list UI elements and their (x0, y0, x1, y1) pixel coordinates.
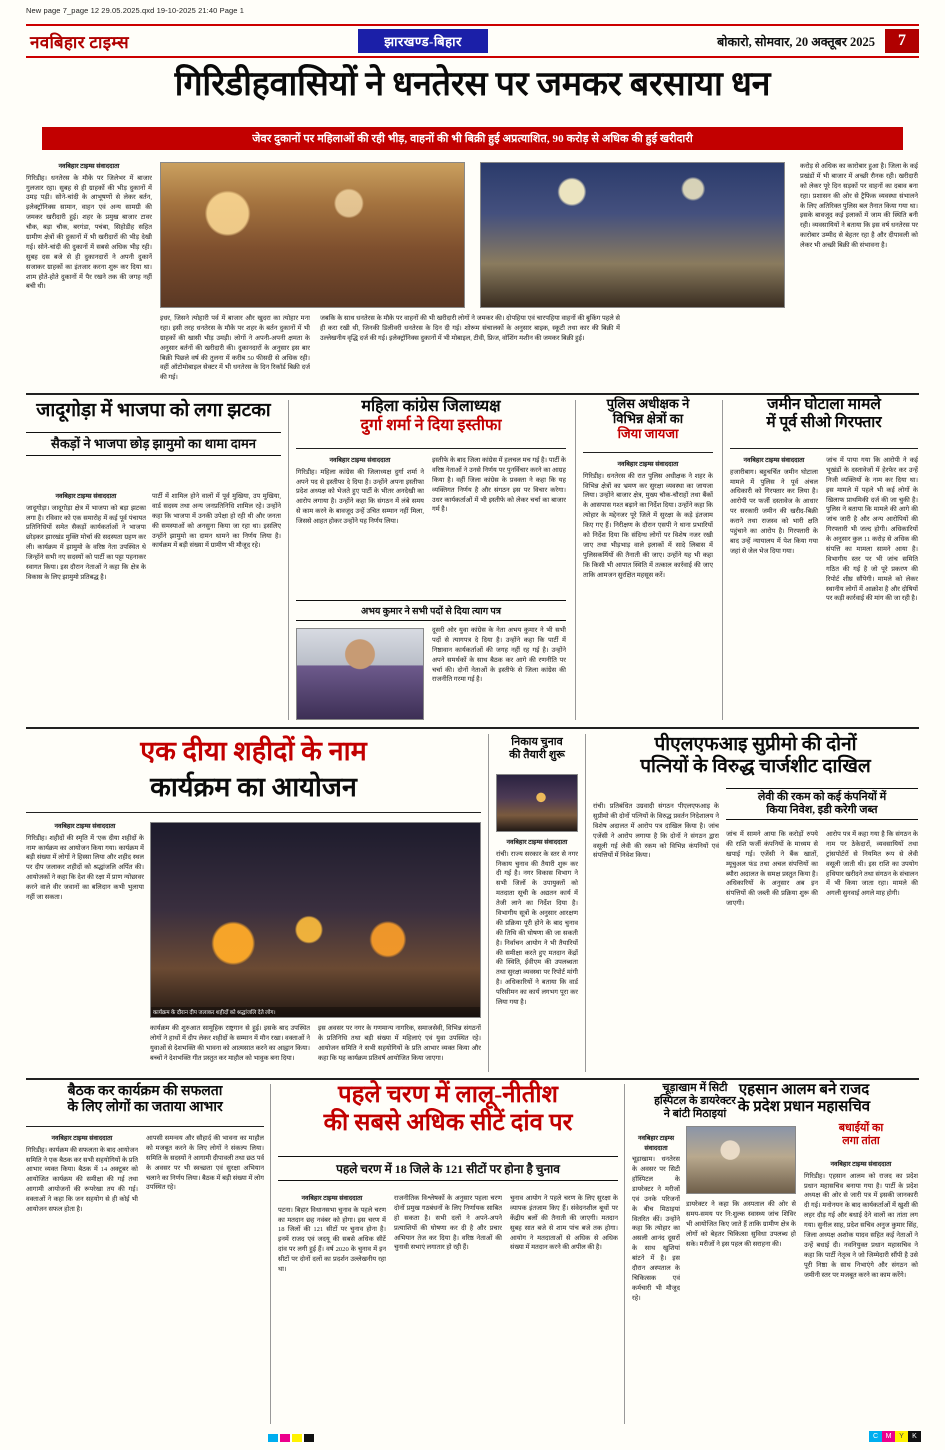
lalu-col-2-text: राजनीतिक विश्लेषकों के अनुसार पहला चरण दोनों प्रमुख गठबंधनों के लिए निर्णायक साबित हो सकता है। सभी दलों ने अपने-अपने प्रत्याशियों की घोषणा कर दी है और प्रचार अभियान तेज कर दिया है। वरिष्ठ नेताओं की चुनावी सभाएं लगातार हो रही हैं। (394, 1195, 502, 1252)
ceo-headline-line2: में पूर्व सीओ गिरफ्तार (766, 413, 882, 431)
divider-row2-bottom (26, 727, 919, 729)
plfi-subheadline (726, 788, 918, 820)
lead-col-4-text: करोड़ से अधिक का कारोबार हुआ है। जिला के कई प्रखंडों में भी बाजार में अच्छी रौनक रही। खरीदारी को लेकर पूरे दिन सड़कों पर वाहनों का दबाव बना रहा। प्रशासन की ओर से ट्रैफिक व्यवस्था संभालने के लिए अतिरिक्त पुलिस बल तैनात किया गया था। इसके बावजूद कई इलाकों में जाम की स्थिति बनी रही। व्यवसायियों ने बताया कि इस वर्ष धनतेरस पर कारोबार उम्मीद से बेहतर रहा है और दीपावली को लेकर भी अच्छी बिक्री की संभावना है। (800, 163, 918, 250)
lead-col-1-text: गिरिडीह। धनतेरस के मौके पर जिलेभर में बाजार गुलजार रहा। सुबह से ही ग्राहकों की भीड़ दुकानों में उमड़ पड़ी। सोने-चांदी के आभूषणों से लेकर बर्तन, इलेक्ट्रॉनिक्स सामान, वाहन एवं अन्य सामग्री की जमकर खरीदारी हुई। शहर के प्रमुख बाजार टावर चौक, बड़ा चौक, बरगंडा, पचंबा, सिहोडीह सहित ग्रामीण क्षेत्रों की दुकानों में भी खरीदारों की भीड़ देखी गई। सोने-चांदी की दुकानों में सबसे अधिक भीड़ रही। सुबह दस बजे से ही दुकानदारों ने अपनी दुकानें सजाकर ग्राहकों का इंतजार करना शुरू कर दिया था। शाम होते-होते दुकानों में पैर रखने तक की जगह नहीं बची थी। (26, 174, 152, 291)
lead-photo-jewellery-shop (160, 162, 465, 308)
hospital-headline-line1: चूड़ाखाम में सिटी (662, 1082, 728, 1094)
plfi-col-1 (593, 800, 719, 1072)
jadugoda-subheadline: सैकड़ों ने भाजपा छोड़ झामुमो का थामा दामन (26, 432, 281, 456)
lalu-col-1-text: पटना। बिहार विधानसभा चुनाव के पहले चरण का मतदान छह नवंबर को होगा। इस चरण में 18 जिलों की 121 सीटों पर चुनाव होना है। इनमें राजद एवं जदयू की सबसे अधिक सीटें दांव पर लगी हुई हैं। वर्ष 2020 के चुनाव में इन सीटों पर दोनों दलों का प्रदर्शन उल्लेखनीय रहा था। (278, 1206, 386, 1273)
plfi-col-2-text: जांच में सामने आया कि करोड़ों रुपये की राशि फर्जी कंपनियों के माध्यम से खपाई गई। एजेंसी ने बैंक खातों, म्यूचुअल फंड तथा अचल संपत्तियों का ब्यौरा अदालत के समक्ष प्रस्तुत किया है। अधिकारियों के अनुसार अब इन संपत्तियों की जब्ती की प्रक्रिया शुरू की जाएगी। (726, 831, 818, 908)
divider-vertical-2 (575, 400, 576, 720)
congress-sub-byline: अभय कुमार ने सभी पदों से दिया त्याग पत्र (296, 600, 566, 621)
baithak-col-2 (146, 1134, 264, 1424)
lalu-col-3-text: चुनाव आयोग ने पहले चरण के लिए सुरक्षा के व्यापक इंतजाम किए हैं। संवेदनशील बूथों पर केंद्रीय बलों की तैनाती की जाएगी। मतदान सुबह सात बजे से शाम पांच बजे तक होगा। आयोग ने मतदाताओं से अधिक से अधिक संख्या में मतदान करने की अपील की है। (510, 1195, 618, 1252)
ehsan-headline (690, 1082, 918, 1117)
lead-headline: गिरिडीहवासियों ने धनतेरस पर जमकर बरसाया धन (174, 66, 771, 103)
congress-col-2 (432, 456, 566, 596)
ehsan-byline: नवबिहार टाइम्स संवाददाता (830, 1161, 892, 1168)
hospital-photo (686, 1126, 796, 1194)
hospital-col-2-text: डायरेक्टर ने कहा कि अस्पताल की ओर से समय-समय पर नि:शुल्क स्वास्थ्य जांच शिविर भी आयोजित किए जाते हैं ताकि ग्रामीण क्षेत्र के लोगों को बेहतर चिकित्सा सुविधा उपलब्ध हो सके। मरीजों ने इस पहल की सराहना की। (686, 1201, 796, 1248)
registration-marks (268, 1434, 314, 1442)
page-number-badge: 7 (885, 29, 919, 53)
sp-byline: नवबिहार टाइम्स संवाददाता (617, 461, 679, 468)
baithak-col-2-text: आपसी समन्वय और सौहार्द की भावना का माहौल को मजबूत करने के लिए लोगों ने संकल्प लिया। समिति के सदस्यों ने आगामी दीपावली तथा छठ पर्व के अवसर पर भी स्वच्छता एवं सुरक्षा अभियान चलाने का निर्णय लिया। बैठक में बड़ी संख्या में लोग उपस्थित रहे। (146, 1135, 264, 1192)
sp-headline-line3: जिया जायजा (617, 426, 679, 442)
ceo-col-2 (826, 456, 918, 720)
hospital-byline: नवबिहार टाइम्स संवाददाता (637, 1135, 675, 1152)
diya-col-2 (150, 1024, 310, 1072)
lalu-byline: नवबिहार टाइम्स संवाददाता (301, 1195, 363, 1202)
sp-headline-line2: विभिन्न क्षेत्रों का (612, 411, 684, 427)
lead-subheadline: जेवर दुकानों पर महिलाओं की रही भीड़, वाहनों की भी बिक्री हुई अप्रत्याशित, 90 करोड़ से अधिक की हुई खरीदारी (42, 127, 903, 150)
divider-sp (583, 452, 713, 453)
diya-col-1 (26, 822, 144, 1072)
congress-col-2-text: इस्तीफे के बाद जिला कांग्रेस में हलचल मच गई है। पार्टी के वरिष्ठ नेताओं ने उनसे निर्णय पर पुनर्विचार करने का आग्रह किया है। वहीं जिला कांग्रेस के प्रवक्ता ने कहा कि यह व्यक्तिगत निर्णय है और संगठन इस पर विचार करेगा। उधर कार्यकर्ताओं में भी इस्तीफे को लेकर चर्चा का बाजार गर्म है। (432, 457, 566, 514)
diya-col-3 (318, 1024, 481, 1072)
diya-photo-caption: कार्यक्रम के दौरान दीप जलाकर शहीदों को श्रद्धांजलि देते लोग। (151, 1007, 480, 1017)
ceo-byline: नवबिहार टाइम्स संवाददाता (743, 457, 805, 464)
masthead (26, 24, 919, 58)
diya-col-2-text: कार्यक्रम की शुरुआत सामूहिक राष्ट्रगान से हुई। इसके बाद उपस्थित लोगों ने हाथों में दीप लेकर शहीदों के सम्मान में मौन रखा। वक्ताओं ने युवाओं से देशभक्ति की भावना को आत्मसात करने का आह्वान किया। बच्चों ने देशभक्ति गीत प्रस्तुत कर माहौल को भावुक बना दिया। (150, 1025, 310, 1062)
lead-photo-electronics-shop (480, 162, 785, 308)
nikay-photo (496, 774, 578, 832)
ehsan-subheadline-line1: बधाईयों का (838, 1122, 884, 1134)
diya-col-3-text: इस अवसर पर नगर के गणमान्य नागरिक, समाजसेवी, विभिन्न संगठनों के प्रतिनिधि तथा बड़ी संख्या में महिलाएं एवं युवा उपस्थित रहे। आयोजन समिति ने सभी सहयोगियों के प्रति आभार व्यक्त किया और कहा कि यह कार्यक्रम प्रतिवर्ष आयोजित किया जाएगा। (318, 1025, 481, 1062)
hospital-col-2 (686, 1200, 796, 1424)
divider-vertical-7 (624, 1084, 625, 1424)
ehsan-col-1-text: गिरिडीह। एहसान आलम को राजद का प्रदेश प्रधान महासचिव बनाया गया है। पार्टी के प्रदेश अध्यक्ष की ओर से जारी पत्र में इसकी जानकारी दी गई। मनोनयन के बाद कार्यकर्ताओं में खुशी की लहर दौड़ गई और बधाई देने वालों का तांता लग गया। (804, 1172, 918, 1230)
jadugoda-col-2 (152, 492, 281, 720)
nikay-col-1 (496, 838, 578, 1072)
jadugoda-col-1-text: जादूगोड़ा। जादूगोड़ा क्षेत्र में भाजपा को बड़ा झटका लगा है। रविवार को एक समारोह में कई पूर्व पंचायत प्रतिनिधियों समेत सैकड़ों कार्यकर्ताओं ने भाजपा छोड़कर झारखंड मुक्ति मोर्चा की सदस्यता ग्रहण कर ली। कार्यक्रम में झामुमो के वरिष्ठ नेता उपस्थित थे जिन्होंने सभी नए सदस्यों को पार्टी का पट्टा पहनाकर स्वागत किया। इस दौरान नेताओं ने कहा कि क्षेत्र के विकास के लिए झामुमो प्रतिबद्ध है। (26, 504, 146, 581)
diya-photo-candle-march (150, 822, 481, 1018)
nikay-byline: नवबिहार टाइम्स संवाददाता (506, 839, 568, 846)
plfi-col-1-text: रांची। प्रतिबंधित उग्रवादी संगठन पीएलएफआइ के सुप्रीमो की दोनों पत्नियों के विरुद्ध प्रवर्तन निदेशालय ने विशेष अदालत में आरोप पत्र दाखिल किया है। जांच एजेंसी ने आरोप लगाया है कि दोनों ने संगठन द्वारा वसूली गई लेवी की रकम को विभिन्न कंपनियों एवं संपत्तियों में निवेश किया। (593, 803, 719, 860)
ehsan-col-2-text: सुनील साह, प्रदेश सचिव अनुज कुमार सिंह, जिला अध्यक्ष अशोक यादव सहित कई नेताओं ने उन्हें बधाई दी। नवनियुक्त प्रधान महासचिव ने कहा कि पार्टी नेतृत्व ने जो जिम्मेदारी सौंपी है उसे पूरी निष्ठा के साथ निभाएंगे और संगठन को जमीनी स्तर पर मजबूत करने का काम करेंगे। (804, 1222, 918, 1279)
sp-headline-line1: पुलिस अधीक्षक ने (606, 396, 690, 411)
masthead-dateline: बोकारो, सोमवार, 20 अक्तूबर 2025 (717, 34, 875, 49)
ceo-col-2-text: जांच में पाया गया कि आरोपी ने कई भूखंडों के दस्तावेजों में हेरफेर कर उन्हें निजी व्यक्तियों के नाम कर दिया था। इस मामले में पहले भी कई लोगों के खिलाफ प्राथमिकी दर्ज की जा चुकी है। पुलिस ने बताया कि मामले की आगे की जांच जारी है और अन्य आरोपियों की गिरफ्तारी भी जल्द होगी। (826, 457, 918, 534)
baithak-col-1 (26, 1134, 138, 1424)
diya-col-1-text: गिरिडीह। शहीदों की स्मृति में 'एक दीया शहीदों के नाम' कार्यक्रम का आयोजन किया गया। कार्यक्रम में बड़ी संख्या में लोगों ने हिस्सा लिया और शहीद स्थल पर दीप जलाकर शहीदों को श्रद्धांजलि अर्पित की। आयोजकों ने कहा कि देश की रक्षा में प्राण न्योछावर करने वाले वीर जवानों का बलिदान कभी भुलाया नहीं जा सकता। (26, 834, 144, 901)
congress-col-1-text: गिरिडीह। महिला कांग्रेस की जिलाध्यक्ष दुर्गा शर्मा ने अपने पद से इस्तीफा दे दिया है। उन्होंने अपना इस्तीफा प्रदेश अध्यक्ष को भेजते हुए पार्टी के भीतर अनदेखी का आरोप लगाया है। उन्होंने कहा कि संगठन में लंबे समय से काम करने के बावजूद उन्हें उचित सम्मान नहीं मिला, जिससे आहत होकर उन्होंने यह निर्णय लिया। (296, 468, 424, 526)
hospital-headline-line3: ने बांटी मिठाइयां (663, 1107, 727, 1120)
baithak-byline: नवबिहार टाइम्स संवाददाता (51, 1135, 113, 1142)
congress-col-1 (296, 456, 424, 596)
divider-diya (26, 812, 481, 813)
congress-col-3-text: दूसरी ओर युवा कांग्रेस के नेता अभय कुमार ने भी सभी पदों से त्यागपत्र दे दिया है। उन्होंने कहा कि पार्टी में निष्ठावान कार्यकर्ताओं की जगह नहीं रह गई है। उन्होंने अपने समर्थकों के साथ बैठक कर आगे की रणनीति पर चर्चा की। दोनों नेताओं के इस्तीफे से जिला कांग्रेस की राजनीति गरमा गई है। (432, 627, 566, 684)
baithak-headline-line1: बैठक कर कार्यक्रम की सफलता (67, 1084, 223, 1099)
hospital-col-1-text: चूड़ाखाम। धनतेरस के अवसर पर सिटी हॉस्पिटल के डायरेक्टर ने मरीजों एवं उनके परिजनों के बीच मिठाइयां वितरित कीं। उन्होंने कहा कि त्योहार का असली आनंद दूसरों के साथ खुशियां बांटने में है। इस दौरान अस्पताल के चिकित्सक एवं कर्मचारी भी मौजूद रहे। (632, 1156, 680, 1302)
plfi-subheadline-line2: किया निवेश, इडी करेगी जब्त (766, 803, 878, 816)
diya-headline-line2: कार्यक्रम का आयोजन (150, 772, 357, 802)
divider-vertical-4 (488, 734, 489, 1072)
lead-col-3-text: जबकि के साथ धनतेरस के मौके पर वाहनों की भी खरीदारी लोगों ने जमकर की। दोपहिया एवं चारपहिया वाहनों की बुकिंग पहले से ही करा रखी थी, जिनकी डिलीवरी धनतेरस के दिन दी गई। शोरूम संचालकों के अनुसार बाइक, स्कूटी तथा कार की बिक्री में उल्लेखनीय वृद्धि दर्ज की गई। इलेक्ट्रॉनिक्स दुकानों में भी मोबाइल, टीवी, फ्रिज, वॉशिंग मशीन की जमकर बिक्री हुई। (320, 315, 620, 342)
jadugoda-col-1 (26, 492, 146, 720)
sp-col-1-text: गिरिडीह। धनतेरस की रात पुलिस अधीक्षक ने शहर के विभिन्न क्षेत्रों का भ्रमण कर सुरक्षा व्यवस्था का जायजा लिया। उन्होंने बाजार क्षेत्र, मुख्य चौक-चौराहों तथा बैंकों के आसपास गश्त बढ़ाने का निर्देश दिया। उन्होंने कहा कि त्योहार के मद्देनजर पूरे जिले में सुरक्षा के कड़े इंतजाम किए गए हैं। (583, 472, 713, 530)
lalu-headline-line2: की सबसे अधिक सीटें दांव पर (323, 1109, 573, 1136)
ceo-headline-line1: जमीन घोटाला मामले (767, 396, 881, 413)
file-slug: New page 7_page 12 29.05.2025.qxd 19-10-2025 21:40 Page 1 (26, 6, 244, 15)
sp-col-1 (583, 460, 713, 720)
lalu-col-3 (510, 1194, 618, 1424)
nikay-col-2-text: निर्वाचन आयोग ने भी तैयारियों की समीक्षा करते हुए मतदान केंद्रों की स्थिति, ईवीएम की उपलब्धता तथा सुरक्षा व्यवस्था पर रिपोर्ट मांगी है। अधिकारियों ने बताया कि वार्ड परिसीमन का कार्य लगभग पूरा कर लिया गया है। (496, 939, 578, 1006)
ehsan-subheadline-line2: लगा तांता (842, 1134, 880, 1147)
congress-byline: नवबिहार टाइम्स संवाददाता (329, 457, 391, 464)
plfi-col-2 (726, 830, 818, 1072)
lalu-col-2 (394, 1194, 502, 1424)
congress-headline-line1: महिला कांग्रेस जिलाध्यक्ष (361, 398, 501, 415)
masthead-title: नवबिहार टाइम्स (30, 32, 129, 52)
divider-vertical-3 (722, 400, 723, 720)
divider-vertical-1 (288, 400, 289, 720)
ehsan-col-1 (804, 1160, 918, 1424)
masthead-edition-tab: झारखण्ड-बिहार (358, 29, 487, 53)
divider-congress (296, 448, 566, 449)
lalu-headline (278, 1082, 618, 1138)
lead-col-2 (160, 314, 310, 388)
ceo-headline (730, 396, 918, 432)
congress-col-3 (432, 626, 566, 720)
nikay-headline-line1: निकाय चुनाव (511, 736, 563, 748)
hospital-headline-line2: हस्पिटल के डायरेक्टर (654, 1094, 736, 1107)
congress-photo-abhay-kumar (296, 628, 424, 720)
ceo-col-1-text: हजारीबाग। बहुचर्चित जमीन घोटाला मामले में पुलिस ने पूर्व अंचल अधिकारी को गिरफ्तार कर लिया है। आरोपी पर फर्जी दस्तावेज के आधार पर सरकारी जमीन की खरीद-बिक्री कराने तथा राजस्व को भारी क्षति पहुंचाने का आरोप है। गिरफ्तारी के बाद उन्हें न्यायालय में पेश किया गया जहां से जेल भेज दिया गया। (730, 468, 818, 555)
lead-col-1 (26, 162, 152, 387)
divider-row3-bottom (26, 1078, 919, 1080)
ehsan-headline-line2: के प्रदेश प्रधान महासचिव (737, 1099, 871, 1116)
plfi-headline-line2: पत्नियों के विरुद्ध चार्जशीट दाखिल (640, 756, 871, 778)
plfi-headline-line1: पीएलएफआइ सुप्रीमो की दोनों (654, 734, 857, 755)
nikay-headline-line2: की तैयारी शुरू (509, 748, 565, 761)
cmyk-bar (869, 1431, 921, 1442)
plfi-col-3-text: आरोप पत्र में कहा गया है कि संगठन के नाम पर ठेकेदारों, व्यवसायियों तथा ट्रांसपोर्टरों से नियमित रूप से लेवी वसूली जाती थी। इस राशि का उपयोग हथियार खरीदने तथा संगठन के संचालन में भी किया जाता रहा। मामले की अगली सुनवाई अगले माह होगी। (826, 831, 918, 898)
nikay-col-1-text: रांची। राज्य सरकार के स्तर से नगर निकाय चुनाव की तैयारी शुरू कर दी गई है। नगर विकास विभाग ने सभी जिलों के उपायुक्तों को मतदाता सूची के अद्यतन कार्य में तेजी लाने का निर्देश दिया है। विभागीय सूत्रों के अनुसार आरक्षण की प्रक्रिया पूरी होने के बाद चुनाव की तिथि की घोषणा की जा सकती है। (496, 850, 578, 947)
ceo-col-3-text: अधिकारियों के अनुसार कुल 11 करोड़ से अधिक की संपत्ति का मामला सामने आया है। विभागीय स्तर पर भी जांच समिति गठित की गई है जो पूरे प्रकरण की रिपोर्ट शीघ्र सौंपेगी। मामले को लेकर स्थानीय लोगों में आक्रोश है और दोषियों पर कड़ी कार्रवाई की मांग की जा रही है। (826, 526, 918, 603)
cmyk-y: Y (895, 1431, 908, 1442)
jadugoda-headline: जादूगोड़ा में भाजपा को लगा झटका (36, 400, 271, 421)
jadugoda-col-2-text: पार्टी में शामिल होने वालों में पूर्व मुखिया, उप मुखिया, वार्ड सदस्य तथा अन्य जनप्रतिनिधि शामिल रहे। उन्होंने कहा कि भाजपा में उनकी उपेक्षा हो रही थी और जनता की समस्याओं को अनसुना किया जा रहा था। इसलिए उन्होंने झामुमो का दामन थामने का निर्णय लिया है। कार्यक्रम में बड़ी संख्या में ग्रामीण भी मौजूद रहे। (152, 493, 281, 550)
cmyk-m: M (882, 1431, 895, 1442)
divider-ceo (730, 448, 918, 449)
ceo-col-1 (730, 456, 818, 720)
plfi-headline (593, 734, 918, 778)
divider-lead-bottom (26, 393, 919, 395)
congress-headline (296, 398, 566, 435)
lalu-strap: पहले चरण में 18 जिले के 121 सीटों पर होना है चुनाव (278, 1156, 618, 1181)
divider-vertical-5 (585, 734, 586, 1072)
hospital-col-1 (632, 1134, 680, 1424)
baithak-col-1-text: गिरिडीह। कार्यक्रम की सफलता के बाद आयोजन समिति ने एक बैठक कर सभी सहयोगियों के प्रति आभार व्यक्त किया। बैठक में 14 अक्टूबर को आयोजित कार्यक्रम की समीक्षा की गई तथा आगामी आयोजनों की रूपरेखा तय की गई। वक्ताओं ने कहा कि जन सहयोग से ही कोई भी आयोजन सफल होता है। (26, 1146, 138, 1213)
baithak-headline-line2: के लिए लोगों का जताया आभार (67, 1100, 223, 1116)
diya-byline: नवबिहार टाइम्स संवाददाता (54, 823, 116, 830)
plfi-col-3 (826, 830, 918, 1072)
lead-col-3 (320, 314, 620, 388)
lead-col-2-text: इधर, जिसने त्योहारी पर्व में बाजार और खुदरा का त्योहार मना रहा। इसी तरह धनतेरस के मौके पर शहर के बर्तन दुकानों में भी ग्राहकों की खासी भीड़ उमड़ी। लोगों ने अपनी-अपनी क्षमता के अनुसार बर्तनों की खरीदारी की। दुकानदारों के अनुसार इस बार बिक्री पिछले वर्ष की तुलना में करीब 50 फीसदी से अधिक रही। वहीं ऑटोमोबाइल सेक्टर में भी धनतेरस के दिन रिकॉर्ड बिक्री दर्ज की गई। (160, 315, 310, 382)
lalu-headline-line1: पहले चरण में लालू-नीतीश (338, 1082, 558, 1108)
nikay-headline (496, 736, 578, 762)
lalu-col-1 (278, 1194, 386, 1424)
cmyk-c: C (869, 1431, 882, 1442)
divider-vertical-6 (270, 1084, 271, 1424)
congress-headline-line2: दुर्गा शर्मा ने दिया इस्तीफा (360, 416, 502, 434)
sp-col-2-text: निरीक्षण के दौरान एसपी ने थाना प्रभारियों को निर्देश दिया कि संदिग्ध लोगों पर विशेष नजर रखी जाए तथा भीड़भाड़ वाले इलाकों में सादे लिबास में पुलिसकर्मियों की तैनाती की जाए। उन्होंने यह भी कहा कि किसी भी आपात स्थिति में तत्काल कार्रवाई की जाए ताकि आमजन सुरक्षित महसूस करें। (583, 522, 713, 579)
baithak-headline (26, 1084, 264, 1116)
sp-headline (583, 396, 713, 441)
divider-baithak (26, 1126, 264, 1127)
ehsan-subheadline (804, 1122, 918, 1148)
plfi-subheadline-line1: लेवी की रकम को कई कंपनियों में (757, 791, 887, 803)
diya-headline-line1: एक दीया शहीदों के नाम (140, 736, 367, 766)
ehsan-headline-line1: एहसान आलम बने राजद (738, 1082, 870, 1098)
lead-byline: नवबिहार टाइम्स संवाददाता (58, 163, 120, 170)
cmyk-k: K (908, 1431, 921, 1442)
jadugoda-byline: नवबिहार टाइम्स संवाददाता (55, 493, 117, 500)
lead-col-4 (800, 162, 918, 388)
